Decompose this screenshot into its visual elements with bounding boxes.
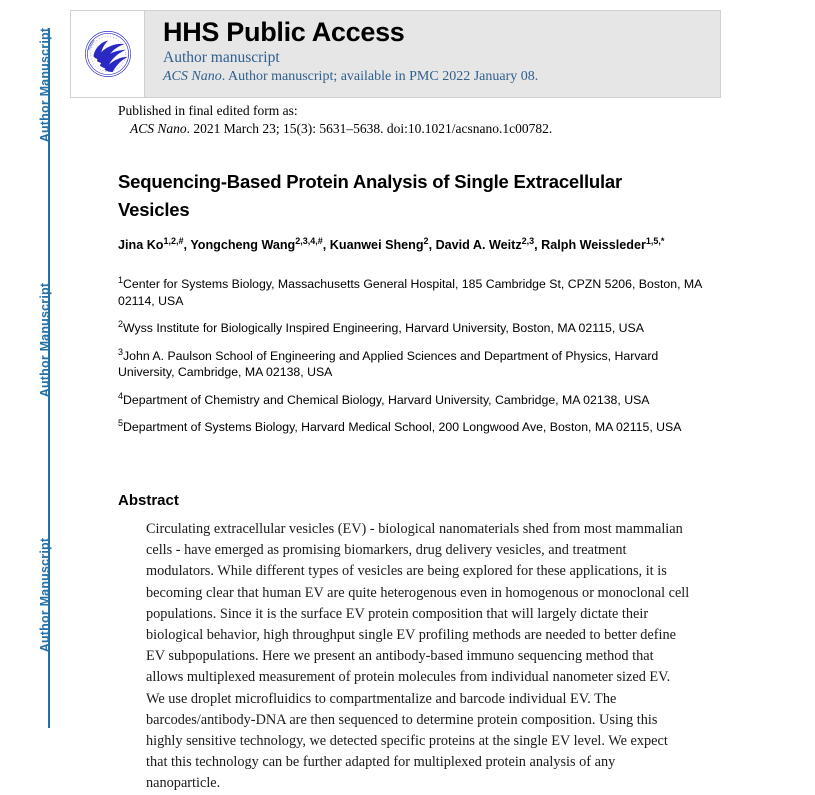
author-entry xyxy=(329,235,436,252)
published-citation xyxy=(130,121,718,138)
published-journal-name: ACS Nano xyxy=(130,120,187,136)
affiliation-item xyxy=(118,348,703,381)
author-separator: , xyxy=(322,238,330,252)
author-affiliation-marker: 1,5,* xyxy=(645,235,665,246)
affiliation-text: Department of Chemistry and Chemical Biology, Harvard University, Cambridge, MA 02138, USA xyxy=(123,392,650,407)
affiliation-item xyxy=(118,276,703,309)
affiliation-marker: 5 xyxy=(118,417,124,428)
affiliation-marker: 3 xyxy=(118,346,124,357)
affiliation-item xyxy=(118,419,703,436)
article-title: Sequencing-Based Protein Analysis of Single Extracellular Vesicles xyxy=(118,171,623,220)
hhs-public-access-banner xyxy=(70,10,721,98)
banner-journal-name: ACS Nano xyxy=(163,69,222,84)
affiliation-text: Department of Systems Biology, Harvard Medical School, 200 Longwood Ave, Boston, MA 02115, USA xyxy=(123,420,682,434)
affiliation-item xyxy=(118,320,703,337)
author-name: Yongcheng Wang xyxy=(190,238,296,252)
abstract-section xyxy=(118,491,718,795)
affiliation-item xyxy=(118,392,703,409)
author-affiliation-marker: 2,3 xyxy=(521,235,535,246)
author-name: Jina Ko xyxy=(118,238,164,252)
affiliation-marker: 2 xyxy=(118,318,124,329)
author-manuscript-watermark-rail xyxy=(0,0,62,747)
author-affiliation-marker: 2 xyxy=(423,235,429,246)
published-final-form-label: Published in final edited form as: xyxy=(118,103,298,118)
abstract-body: Circulating extracellular vesicles (EV) - biological nanomaterials shed from most mammalian cells - have emerged as promising biomarkers, drug delivery vesicles, and treatment modulators. While different types of vesicles are being explored for these applications, it is becoming clear that human EV are quite heterogenous even in homogenous or monoclonal cell populations. Since it is the surface EV protein composition that will largely dictate their biological behavior, high throughput single EV profiling methods are needed to better define EV subpopulations. Here we present an antibody-based immuno sequencing method that allows multiplexed measurement of protein molecules from individual nanometer sized EV. We use droplet microfluidics to compartmentalize and barcode individual EV. The barcodes/antibody-DNA are then sequenced to determine protein composition. Using this highly sensitive technology, we detected specific proteins at the single EV level. We expect that this technology can be further adapted for multiplexed protein analysis of any nanoparticle. xyxy=(146,521,690,792)
published-citation-rest: . 2021 March 23; 15(3): 5631–5638. doi:10.1021/acsnano.1c00782. xyxy=(186,120,553,136)
hhs-banner-text xyxy=(145,11,720,97)
author-separator: , xyxy=(534,238,542,252)
author-list xyxy=(118,237,666,254)
author-separator: , xyxy=(428,238,436,252)
document-page xyxy=(70,0,815,792)
published-in-block xyxy=(118,103,718,137)
hhs-seal-icon xyxy=(71,11,145,97)
watermark-label: Author Manuscript xyxy=(38,282,52,398)
author-entry xyxy=(118,235,191,252)
watermark-label: Author Manuscript xyxy=(38,27,52,143)
author-separator: , xyxy=(183,238,191,252)
svg-text:HUMAN: HUMAN xyxy=(86,39,96,52)
hhs-banner-title: HHS Public Access xyxy=(163,17,405,47)
affiliation-marker: 1 xyxy=(118,274,124,285)
hhs-banner-citation xyxy=(163,68,720,85)
author-name: Kuanwei Sheng xyxy=(329,238,424,252)
author-name: David A. Weitz xyxy=(435,238,522,252)
affiliation-marker: 4 xyxy=(118,390,124,401)
affiliation-text: John A. Paulson School of Engineering and Applied Sciences and Department of Physics, Harvard University, Cambridge, MA 02138, USA xyxy=(118,348,659,379)
affiliation-list xyxy=(118,276,703,447)
author-entry xyxy=(190,235,330,252)
author-affiliation-marker: 2,3,4,# xyxy=(295,235,323,246)
banner-citation-rest: . Author manuscript; available in PMC 2022 January 08. xyxy=(221,69,539,84)
watermark-label: Author Manuscript xyxy=(38,537,52,653)
author-affiliation-marker: 1,2,# xyxy=(163,235,184,246)
affiliation-text: Wyss Institute for Biologically Inspired Engineering, Harvard University, Boston, MA 02115, USA xyxy=(123,321,644,335)
hhs-banner-subtitle: Author manuscript xyxy=(163,49,280,66)
affiliation-text: Center for Systems Biology, Massachusetts General Hospital, 185 Cambridge St, CPZN 5206, Boston, MA 02114, USA xyxy=(118,277,702,308)
author-entry xyxy=(541,235,665,252)
author-name: Ralph Weissleder xyxy=(541,238,646,252)
abstract-heading: Abstract xyxy=(118,492,179,509)
author-entry xyxy=(435,235,542,252)
